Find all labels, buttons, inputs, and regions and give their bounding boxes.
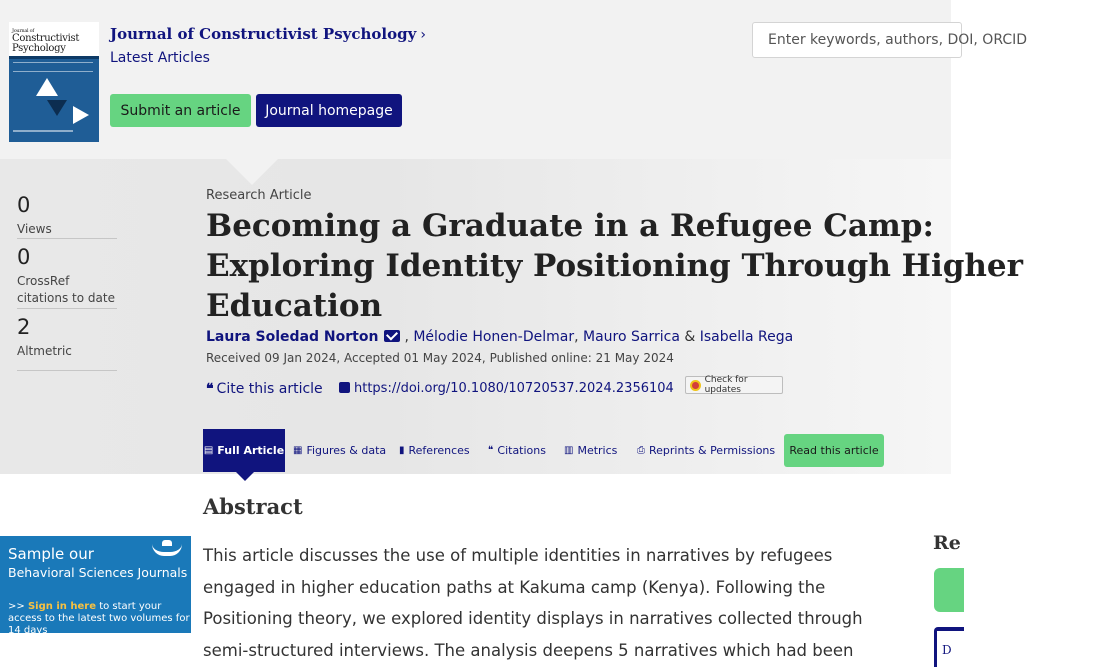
ad-headline: Sample our xyxy=(8,545,94,563)
tab-citations[interactable]: ❝ Citations xyxy=(488,444,546,457)
metric-value: 2 xyxy=(17,315,31,339)
metric-label: CrossRef citations to date xyxy=(17,274,115,305)
sample-journals-ad[interactable] xyxy=(0,536,191,636)
metric-value: 0 xyxy=(17,245,31,269)
book-icon: ▮ xyxy=(399,445,405,456)
cover-bar xyxy=(9,56,99,59)
document-icon: ▤ xyxy=(203,445,214,456)
journal-title-link[interactable]: Journal of Constructivist Psychology › xyxy=(110,25,426,43)
abstract-text: This article discusses the use of multiple identities in narratives by refugees engaged in higher education paths at Kakuma camp (Kenya). Following the Positioning theory, we explored identity displays in narratives collected through semi-structured interviews. The analysis deepens 5 narratives which had been xyxy=(203,546,863,660)
bar-chart-icon: ▥ xyxy=(564,445,574,456)
right-panel-blue-tab[interactable]: D xyxy=(934,627,964,667)
header-notch xyxy=(226,159,278,185)
related-research-heading: Re xyxy=(933,532,961,554)
author-link[interactable]: Laura Soledad Norton xyxy=(206,329,379,345)
author-list: Laura Soledad Norton , Mélodie Honen-Delmar, Mauro Sarrica & Isabella Rega xyxy=(206,329,794,345)
author-link[interactable]: Mélodie Honen-Delmar xyxy=(413,329,575,345)
ad-sign-in-link[interactable]: Sign in here xyxy=(27,601,96,612)
metric-value: 0 xyxy=(17,193,31,217)
ad-subject: Behavioral Sciences Journals xyxy=(8,565,188,580)
active-tab-pointer xyxy=(236,472,254,481)
right-panel-green-tab[interactable] xyxy=(934,568,964,612)
crossmark-icon xyxy=(690,380,701,391)
article-title: Becoming a Graduate in a Refugee Camp: Exploring Identity Positioning Through Higher Education xyxy=(206,208,1023,324)
metric-views xyxy=(17,193,117,238)
metric-altmetric[interactable] xyxy=(17,315,117,360)
doi-link[interactable]: https://doi.org/10.1080/10720537.2024.2356104 xyxy=(339,381,674,396)
search-input[interactable]: Enter keywords, authors, DOI, ORCID xyxy=(752,22,962,58)
read-this-article-button[interactable]: Read this article xyxy=(784,434,884,467)
submit-article-button[interactable]: Submit an article xyxy=(110,94,251,127)
ad-cta: >> Sign in here to start your access to the latest two volumes for 14 days xyxy=(8,601,190,636)
link-icon xyxy=(339,382,350,393)
cover-title: Journal of Constructivist Psychology xyxy=(12,28,80,54)
cover-text-lines xyxy=(13,62,93,72)
author-link[interactable]: Isabella Rega xyxy=(699,329,794,345)
chevron-right-icon: › xyxy=(420,27,426,43)
quote-icon: ❝ xyxy=(488,445,494,456)
latest-articles-link[interactable]: Latest Articles xyxy=(110,50,210,66)
journal-homepage-button[interactable]: Journal homepage xyxy=(256,94,402,127)
check-for-updates-button[interactable]: Check for updates xyxy=(685,376,783,394)
cover-triangle-dark xyxy=(47,100,67,116)
quote-icon: ❝ xyxy=(206,381,214,397)
tab-full-article[interactable]: ▤ Full Article xyxy=(203,429,285,472)
cover-footer xyxy=(13,130,73,132)
publication-dates: Received 09 Jan 2024, Accepted 01 May 2024, Published online: 21 May 2024 xyxy=(206,351,674,365)
tab-metrics[interactable]: ▥ Metrics xyxy=(564,444,618,457)
printer-icon: ⎙ xyxy=(637,445,645,456)
cite-article-link[interactable]: ❝ Cite this article xyxy=(206,381,323,397)
metric-crossref xyxy=(17,245,117,307)
tab-references[interactable]: ▮ References xyxy=(399,444,470,457)
tab-figures-data[interactable]: ▦ Figures & data xyxy=(293,444,387,457)
cover-triangle-white xyxy=(36,78,58,96)
image-icon: ▦ xyxy=(293,445,303,456)
metric-divider xyxy=(17,370,117,371)
metric-label: Views xyxy=(17,222,52,236)
metric-divider xyxy=(17,308,117,309)
article-type: Research Article xyxy=(206,188,312,203)
abstract-heading: Abstract xyxy=(203,494,303,519)
journal-cover-image[interactable] xyxy=(9,22,99,142)
tab-reprints-permissions[interactable]: ⎙ Reprints & Permissions xyxy=(637,444,776,457)
cover-triangle-play xyxy=(73,106,89,124)
metric-divider xyxy=(17,238,117,239)
boat-hull-icon xyxy=(152,544,182,556)
author-link[interactable]: Mauro Sarrica xyxy=(583,329,680,345)
envelope-icon[interactable] xyxy=(384,330,400,342)
metric-label: Altmetric xyxy=(17,344,72,358)
